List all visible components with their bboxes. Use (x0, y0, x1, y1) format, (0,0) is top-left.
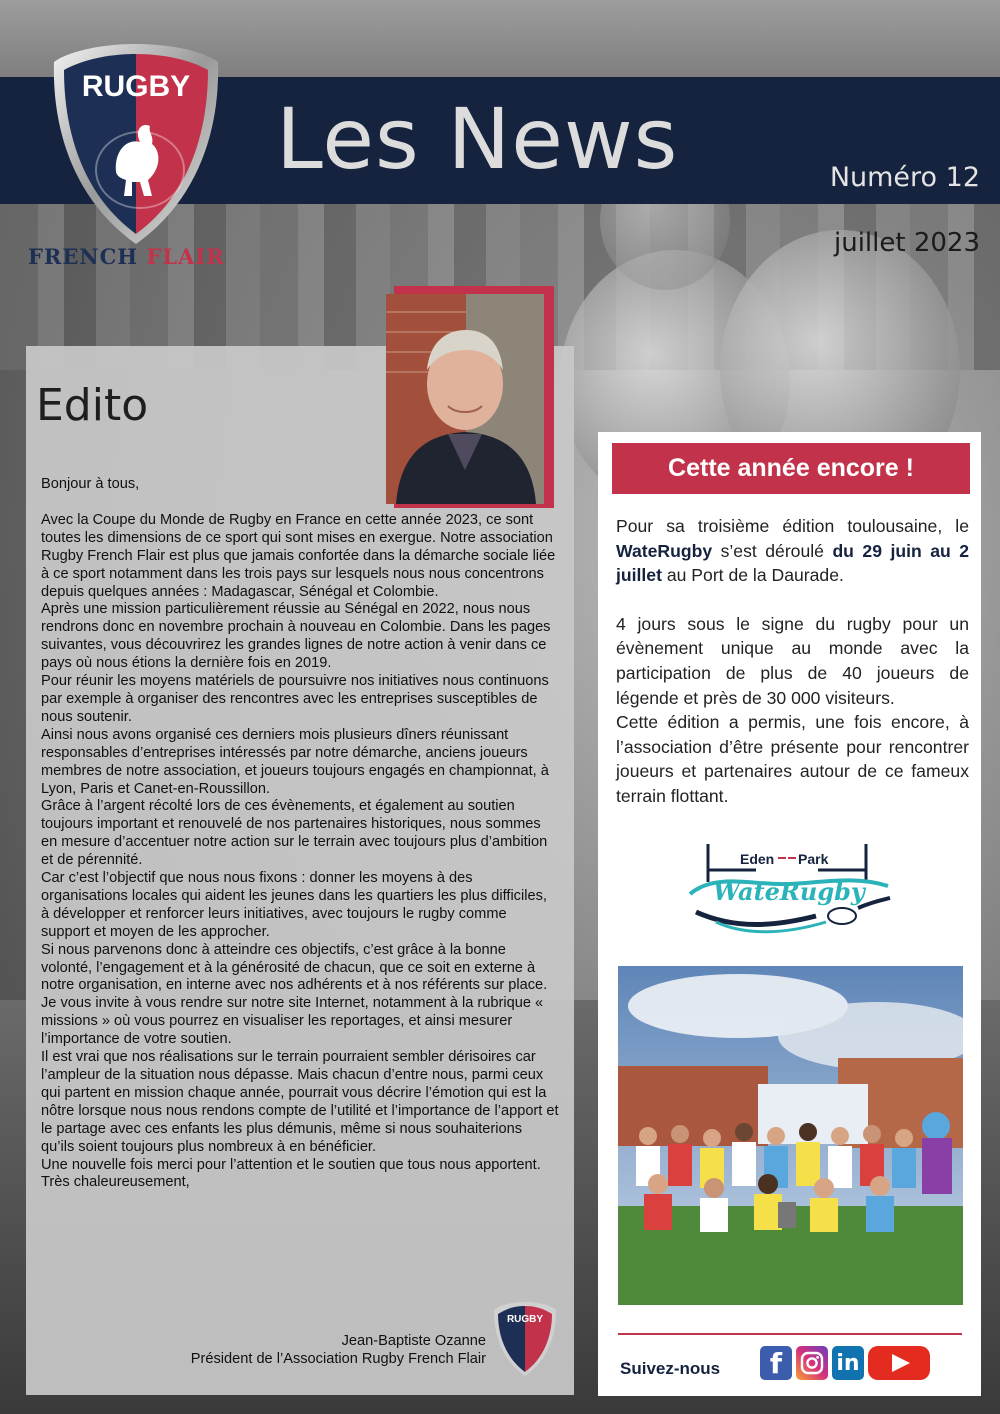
news-body (616, 514, 969, 809)
follow-us-label: Suivez-nous (620, 1359, 721, 1378)
logo-text: RUGBY (81, 70, 191, 103)
news-paragraph-2: 4 jours sous le signe du rugby pour un évènement unique au monde avec la participation de plus de 40 joueurs de légende et près de 30 000 visiteurs. (616, 613, 969, 708)
edito-paragraph: Après une mission particulièrement réussie au Sénégal en 2022, nous nous rendrons donc en novembre prochain à nouveau en Colombie. Dans les pages suivantes, vous découvrirez les grandes lignes de notre action à venir dans ce pays où nous étions la dernière fois en 2019. (41, 601, 551, 672)
edito-paragraph: Bonjour à tous, (41, 476, 140, 492)
svg-text:Eden: Eden (740, 851, 775, 867)
edito-paragraph: Grâce à l’argent récolté lors de ces évènements, et également au soutien toujours important et renouvelé de nos partenaires historiques, nous sommes en mesure d’accentuer notre action sur le terrain avec toujours plus d’ambition et de pérennité. (41, 798, 548, 869)
small-logo (492, 1300, 558, 1378)
edito-paragraph: Avec la Coupe du Monde de Rugby en France en cette année 2023, ce sont toutes les dimensions de ce sport qui sont mises en exergue. Notre association Rugby French Flair est plus que jamais confortée dans la démarche sociale liée à ce sport notamment dans les trois pays sur lesquels nous nous concentrons depuis quelques années : Madagascar, Sénégal et Colombie. (41, 511, 556, 600)
footer-divider (618, 1333, 962, 1335)
president-portrait (386, 294, 544, 504)
news-headline: Cette année encore ! (612, 443, 970, 494)
social-links (760, 1346, 930, 1380)
svg-text:RUGBY: RUGBY (506, 1314, 544, 1325)
issue-number: Numéro 12 (829, 162, 980, 193)
brand-name: FRENCH FLAIR (28, 244, 225, 269)
edito-paragraph: Il est vrai que nos réalisations sur le terrain pourraient sembler dérisoires car l’ampleur de la situation nous dépasse. Mais chacun d’entre nous, parmi ceux qui partent en mission chaque année, pourrait vous décrire l’émotion qui est la nôtre lorsque nous nous rendons compte de l’utilité et l’importance de l’apport et le partage avec ces enfants les plus démunis, même si nous souhaiterions qu’ils soient toujours plus nombreux à en bénéficier. (41, 1049, 559, 1155)
edito-paragraph: Très chaleureusement, (41, 1174, 190, 1191)
svg-text:Park: Park (798, 851, 829, 867)
edito-paragraph: Pour réunir les moyens matériels de poursuivre nos initiatives nous continuons par exemple à organiser des rencontres avec les entreprises susceptibles de nous soutenir. (41, 673, 549, 725)
rugby-french-flair-logo (48, 40, 224, 248)
news-paragraph-1: Pour sa troisième édition toulousaine, le WateRugby s’est déroulé du 29 juin au 2 juillet au Port de la Daurade. (616, 516, 969, 586)
youtube-icon[interactable] (868, 1346, 930, 1380)
issue-date: juillet 2023 (834, 228, 980, 258)
edito-heading: Edito (36, 380, 149, 431)
signature-title: Président de l’Association Rugby French Flair (190, 1351, 486, 1367)
linkedin-icon[interactable]: in (832, 1346, 864, 1380)
instagram-icon[interactable] (796, 1346, 828, 1380)
signature-name: Jean-Baptiste Ozanne (341, 1333, 486, 1349)
edito-paragraph: Ainsi nous avons organisé ces derniers mois plusieurs dîners réunissant responsables d’entreprises intéressés par notre démarche, anciens joueurs membres de notre association, et joueurs toujours engagés en championnat, à Lyon, Paris et Canet-en-Roussillon. (41, 726, 549, 797)
svg-text:WateRugby: WateRugby (713, 877, 865, 906)
edito-paragraph: Je vous invite à vous rendre sur notre site Internet, notamment à la rubrique « missions » où vous pourrez en visualiser les reportages, et ainsi mesurer l’importance de votre soutien. (41, 995, 544, 1048)
signature-block (130, 1332, 486, 1368)
edito-body (41, 476, 559, 1192)
facebook-icon[interactable]: f (760, 1346, 792, 1380)
edito-paragraph: Si nous parvenons donc à atteindre ces objectifs, c’est grâce à la bonne volonté, l’engagement et à la générosité de chacun, que ce soit en externe à notre organisation, en interne avec nos adhérents et à nos référents sur place. (41, 941, 548, 994)
edito-paragraph: Car c’est l’objectif que nous nous fixons : donner les moyens à des organisations locales qui aident les jeunes dans les quartiers les plus difficiles, à développer et renforcer leurs initiatives, avec toujours le rugby comme support et moyen de les approcher. (41, 870, 547, 940)
newsletter-title: Les News (276, 90, 679, 188)
edito-paragraph: Une nouvelle fois merci pour l’attention et le soutien que tous nous apportent. (41, 1156, 541, 1173)
news-paragraph-3: Cette édition a permis, une fois encore, à l’association d’être présente pour rencontrer joueurs et partenaires autour de ce fameux terrain flottant. (616, 712, 969, 806)
waterugby-logo (686, 842, 892, 938)
event-group-photo (618, 966, 963, 1305)
